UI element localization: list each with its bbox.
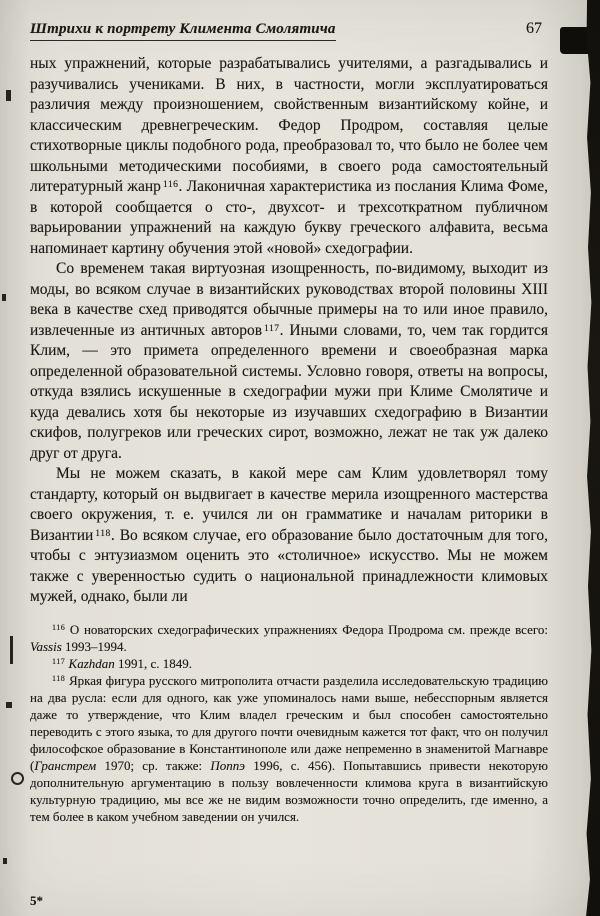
- footnote-number: 118: [52, 674, 66, 684]
- body-paragraph: Со временем такая виртуозная изощренность, по-видимому, выходит из моды, во всяком случае в византийских руководствах второй половины XIII века в качестве схед приводятся обычные примеры на то или иное правило, извлеченные из античных авторов $^{117}$. Иными словами, то, чем так гордится Клим, — это примета определенного времени и своеобразная марка определенной образовательной системы. Условно говоря, ответы на вопросы, откуда взялись искушенные в схедографии мужи при Климе Смолятиче и куда девались хотя бы некоторые из изучавших схедографию в Византии скифов, полугреков или греческих сирот, возможно, лежат не так уж далеко друг от друга.: [30, 260, 548, 462]
- running-head: [30, 20, 548, 41]
- signature-mark: 5*: [30, 893, 43, 908]
- scan-speck: [3, 858, 7, 864]
- footnote-number: 116: [52, 623, 66, 633]
- scan-speck: [6, 90, 11, 101]
- footnote-reference: 118: [95, 527, 111, 539]
- citation-name: Поппэ: [210, 757, 246, 773]
- citation-name: Vassis: [30, 638, 62, 654]
- body-text: [30, 54, 548, 608]
- scan-speck: [6, 702, 12, 708]
- citation-name: Гранстрем: [34, 757, 97, 773]
- scan-speck: [2, 294, 6, 301]
- footnote: $^{118}$ Яркая фигура русского митрополита отчасти разделила исследовательскую традицию на два русла: если для одного, как уже упоминалось нами выше, небесспорным является даже то утверждение, что Клим владел греческим и был способен самостоятельно переводить с этого языка, то для другого почти очевидным кажется тот факт, что он получил философское образование в Константинополе или даже непременно в знаменитой Магнавре (Гранстрем 1970; ср. также: Поппэ 1996, с. 456). Попытавшись привести некоторую дополнительную аргументацию в пользу вовлеченности климова круга в византийскую культурную традицию, мы все же не видим возможности точно определить, где именно, а тем более в каком учебном заведении он учился.: [30, 672, 548, 824]
- scan-speck: [10, 636, 13, 664]
- body-paragraph: Мы не можем сказать, в какой мере сам Клим удовлетворял тому стандарту, который он выдвигает в качестве мерила изощренного мастерства своего окружения, т. е. учился ли он грамматике и началам риторики в Византии $^{118}$. Во всяком случае, его образование было достаточным для того, чтобы с энтузиазмом оценить это «столичное» искусство. Мы не можем также с уверенностью судить о национальной принадлежности климовых мужей, однако, были ли: [30, 465, 548, 605]
- footnote: $^{117}$ Kazhdan 1991, с. 1849.: [52, 655, 193, 671]
- page-number: 67: [526, 20, 542, 37]
- footnotes: [30, 621, 548, 825]
- footnote-reference: 117: [264, 322, 280, 334]
- body-paragraph: ных упражнений, которые разрабатывались учителями, а разгадывались и разучивались учениками. В них, в частности, могли эксплуатироваться различия между произношением, свойственным византийскому койне, и классическим древнегреческим. Федор Продром, составляя целые стихотворные циклы подобного рода, преобразовал то, что было не более чем школьными методическими пособиями, в своего рода самостоятельный литературный жанр $^{116}$. Лаконичная характеристика из послания Клима Фоме, в которой сообщается о сто-, двухсот- и трехсоткратном публичном варьировании упражнений на каждую букву греческого алфавита, весьма напоминает картину обучения этой «новой» схедографии.: [30, 55, 548, 257]
- citation-name: Kazhdan: [68, 655, 115, 671]
- footnote-reference: 116: [162, 179, 179, 191]
- footnote: $^{116}$ О новаторских схедографических упражнениях Федора Продрома см. прежде всего: Vassis 1993–1994.: [30, 621, 548, 654]
- footnote-number: 117: [52, 657, 66, 667]
- scan-speck: [11, 772, 24, 785]
- running-head-title: Штрихи к портрету Климента Смолятича: [30, 21, 336, 41]
